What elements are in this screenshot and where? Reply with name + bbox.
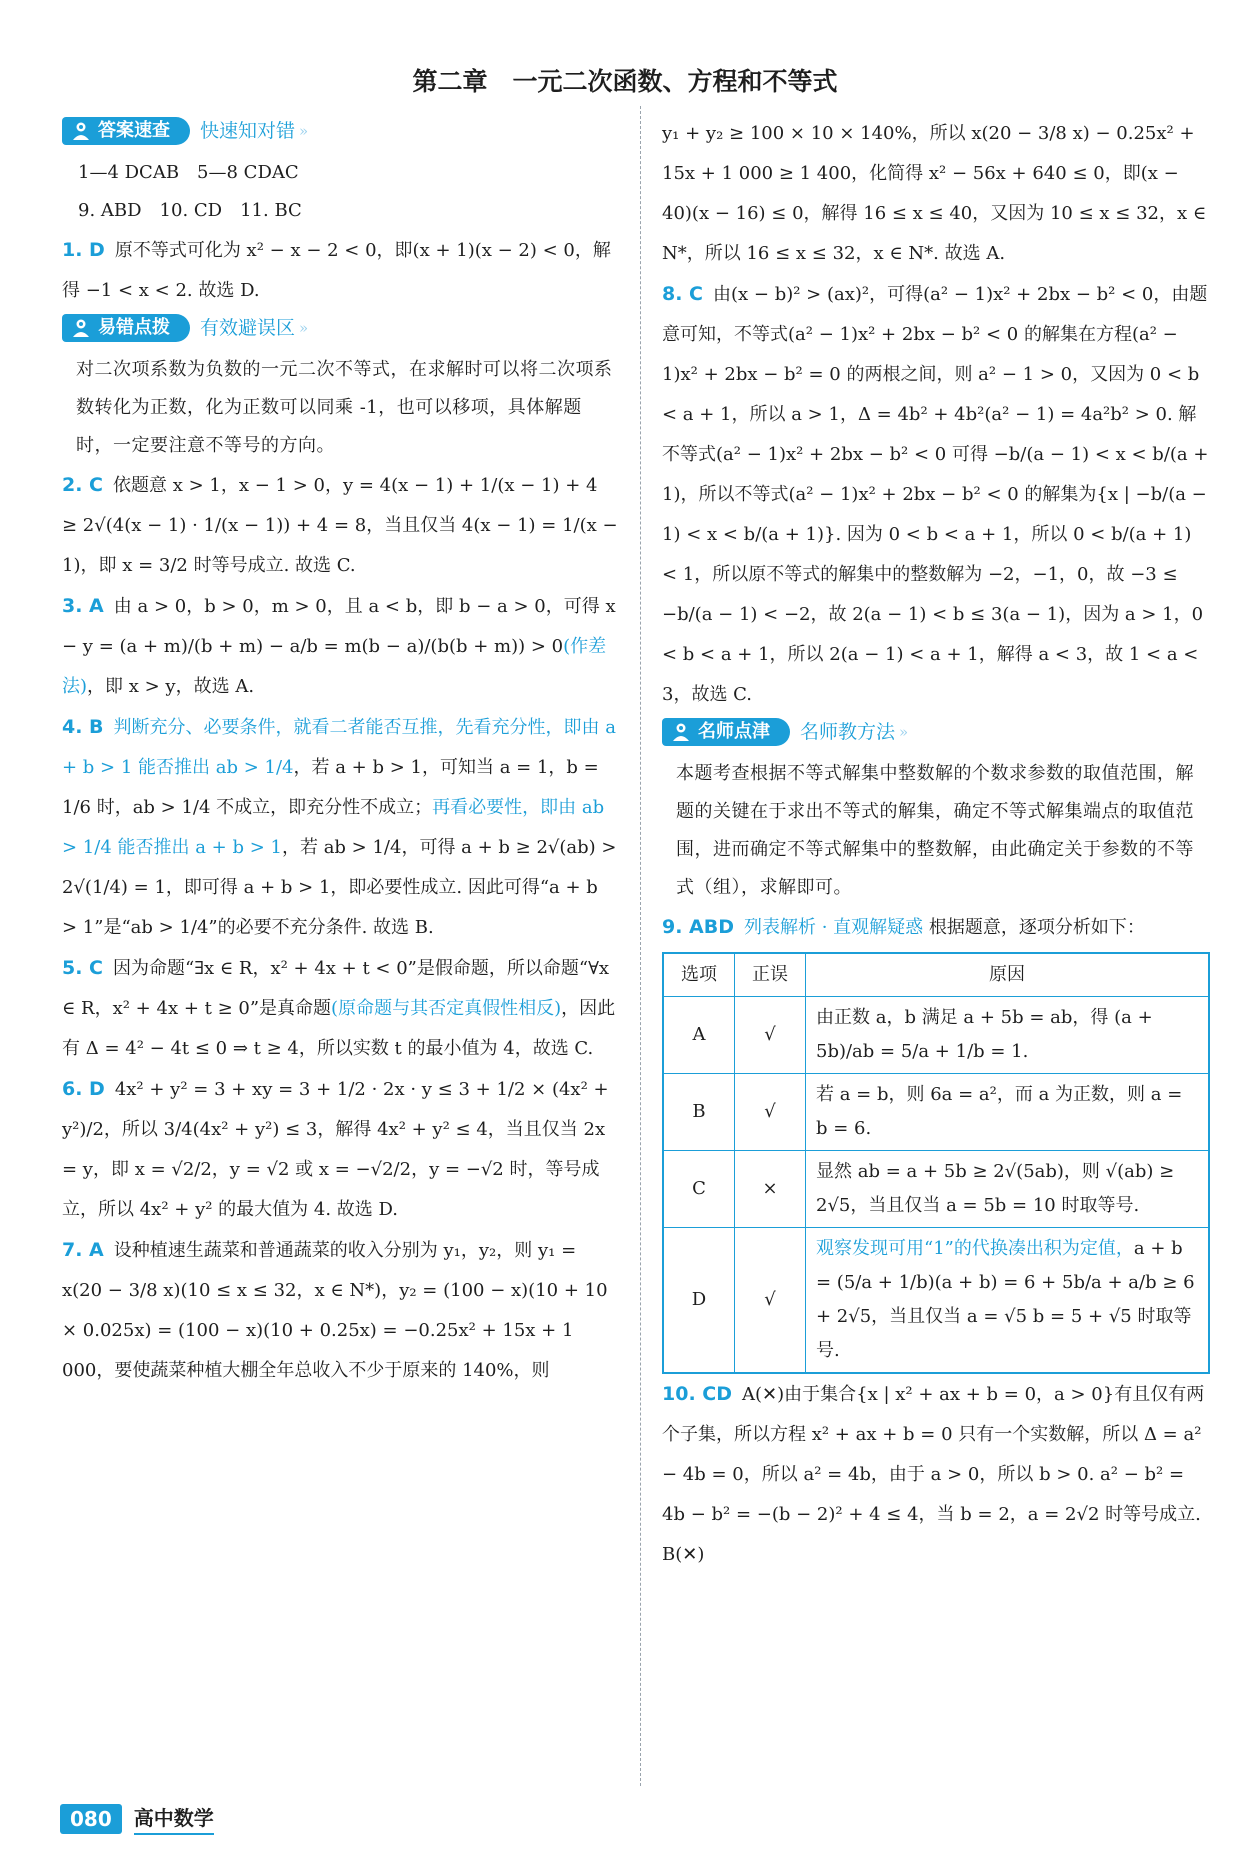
option-analysis-table	[662, 952, 1210, 1374]
teacher-tip-text: 本题考查根据不等式解集中整数解的个数求参数的取值范围，解题的关键在于求出不等式的解集，确定不等式解集端点的取值范围，进而确定不等式解集中的整数解，由此确定关于参数的不等式（组），求解即可。	[676, 763, 1194, 898]
answer-10	[662, 1374, 1210, 1575]
answer-text: 原不等式可化为 x² − x − 2 < 0，即(x + 1)(x − 2) < 0，解得 −1 < x < 2. 故选 D.	[62, 240, 611, 301]
mark-cell: ×	[735, 1151, 806, 1228]
double-chevron-icon: »	[299, 319, 309, 337]
page-number: 080	[60, 1804, 122, 1834]
table-row	[663, 997, 1209, 1074]
reason-cell: 显然 ab = a + 5b ≥ 2√(5ab)，则 √(ab) ≥ 2√5，当且仅当 a = 5b = 10 时取等号.	[806, 1151, 1210, 1228]
answer-text-cont: ，若 ab > 1/4，可得 a + b ≥ 2√(ab) > 2√(1/4) = 1，即可得 a + b > 1，即必要性成立. 因此可得“a + b > 1”是“ab > 1/4”的必要不充分条件. 故选 B.	[62, 837, 617, 938]
answer-text: y₁ + y₂ ≥ 100 × 10 × 140%，所以 x(20 − 3/8 x) − 0.25x² + 15x + 1 000 ≥ 1 400，化简得 x² − 56x + 640 ≤ 0，即(x − 40)(x − 16) ≤ 0，解得 16 ≤ x ≤ 40，又因为 10 ≤ x ≤ 32，x ∈ N*，所以 16 ≤ x ≤ 32，x ∈ N*. 故选 A.	[662, 123, 1207, 264]
reason-hint: 观察发现可用“1”的代换凑出积为定值，	[816, 1238, 1134, 1259]
double-chevron-icon: »	[899, 723, 909, 741]
table-row	[663, 1074, 1209, 1151]
banner-subtitle: 名师教方法	[800, 721, 896, 743]
answer-hint: (作差法)	[62, 636, 607, 697]
double-chevron-icon: »	[299, 122, 309, 140]
banner-tag	[62, 314, 190, 342]
idea-person-icon	[670, 722, 692, 742]
error-tip-text: 对二次项系数为负数的一元二次不等式，在求解时可以将二次项系数转化为正数，化为正数可以同乘 -1，也可以移项，具体解题时，一定要注意不等号的方向。	[76, 359, 613, 456]
table-header: 选项	[663, 953, 735, 997]
banner-tag	[662, 718, 790, 746]
answer-number: 1. D	[62, 239, 105, 261]
banner-title: 答案速查	[98, 120, 170, 141]
answer-number: 9. ABD	[662, 916, 735, 938]
table-header: 正误	[735, 953, 806, 997]
column-divider	[640, 106, 641, 1786]
section-banner-error	[62, 313, 618, 343]
quick-answers-line-2: 9. ABD 10. CD 11. BC	[78, 200, 302, 221]
answer-1	[62, 230, 618, 311]
mark-cell: √	[735, 1228, 806, 1374]
section-banner-quick	[62, 116, 618, 146]
answer-2	[62, 465, 618, 586]
table-header-row	[663, 953, 1209, 997]
answer-7-continued	[662, 114, 1210, 274]
answer-text: ，若 a + b > 1，可知当 a = 1，b = 1/6 时，ab > 1/4 不成立，即充分性不成立；	[62, 757, 599, 818]
answer-text: A(✕)由于集合{x | x² + ax + b = 0，a > 0}有且仅有两个子集，所以方程 x² + ax + b = 0 只有一个实数解，所以 Δ = a² − 4b = 0，所以 a² = 4b，由于 a > 0，所以 b > 0. a² − b² = 4b − b² = −(b − 2)² + 4 ≤ 4，当 b = 2，a = 2√2 时等号成立. B(✕)	[662, 1384, 1205, 1565]
answer-text-cont: ，因此有 Δ = 4² − 4t ≤ 0 ⇒ t ≥ 4，所以实数 t 的最小值为 4，故选 C.	[62, 998, 616, 1059]
option-cell: A	[663, 997, 735, 1074]
chapter-title: 第二章 一元二次函数、方程和不等式	[412, 67, 838, 96]
answer-7	[62, 1230, 618, 1391]
mark-cell: √	[735, 1074, 806, 1151]
section-banner-teacher	[662, 717, 1210, 747]
reason-cell	[806, 1228, 1210, 1374]
option-cell: B	[663, 1074, 735, 1151]
table-row	[663, 1151, 1209, 1228]
page-footer	[60, 1800, 214, 1838]
reason-text: a + b = (5/a + 1/b)(a + b) = 6 + 5b/a + a/b ≥ 6 + 2√5，当且仅当 a = √5 b = 5 + √5 时取等号.	[816, 1238, 1195, 1361]
table-row	[663, 1228, 1209, 1374]
answer-5	[62, 948, 618, 1069]
answer-number: 3. A	[62, 595, 104, 617]
banner-title: 易错点拨	[98, 317, 170, 338]
answer-text-cont: ，即 x > y，故选 A.	[87, 676, 255, 697]
banner-tag	[62, 117, 190, 145]
table-header: 原因	[806, 953, 1210, 997]
answer-hint: 判断充分、必要条件，就看二者能否互推，先看充分性，即由 a + b > 1 能否推出 ab > 1/4	[62, 717, 616, 778]
banner-title: 名师点津	[698, 721, 770, 742]
answer-hint: (原命题与其否定真假性相反)	[331, 998, 562, 1019]
answer-hint-2: 再看必要性，即由 ab > 1/4 能否推出 a + b > 1	[62, 797, 605, 858]
subject-label: 高中数学	[134, 1803, 214, 1835]
answer-number: 4. B	[62, 716, 104, 738]
answer-3	[62, 586, 618, 707]
mark-cell: √	[735, 997, 806, 1074]
answer-number: 2. C	[62, 474, 103, 496]
answer-text: 4x² + y² = 3 + xy = 3 + 1/2 · 2x · y ≤ 3 + 1/2 × (4x² + y²)/2，所以 3/4(4x² + y²) ≤ 3，解得 4x² + y² ≤ 4，当且仅当 2x = y，即 x = √2/2，y = √2 或 x = −√2/2，y = −√2 时，等号成立，所以 4x² + y² 的最大值为 4. 故选 D.	[62, 1079, 609, 1220]
quick-answers-line-1: 1—4 DCAB 5—8 CDAC	[78, 162, 299, 183]
option-cell: C	[663, 1151, 735, 1228]
banner-subtitle: 有效避误区	[200, 317, 296, 339]
answer-number: 5. C	[62, 957, 103, 979]
answer-text: 设种植速生蔬菜和普通蔬菜的收入分别为 y₁，y₂，则 y₁ = x(20 − 3/8 x)(10 ≤ x ≤ 32，x ∈ N*)，y₂ = (100 − x)(10 + 10 × 0.025x) = (100 − x)(10 + 0.25x) = −0.25x² + 15x + 1 000，要使蔬菜种植大棚全年总收入不少于原来的 140%，则	[62, 1240, 608, 1381]
answer-number: 8. C	[662, 283, 703, 305]
answer-text: 因为命题“∃x ∈ R，x² + 4x + t < 0”是假命题，所以命题“∀x ∈ R，x² + 4x + t ≥ 0”是真命题	[62, 958, 610, 1019]
answer-number: 6. D	[62, 1078, 105, 1100]
answer-text: 依题意 x > 1，x − 1 > 0，y = 4(x − 1) + 1/(x − 1) + 4 ≥ 2√(4(x − 1) · 1/(x − 1)) + 4 = 8，当且仅当 4(x − 1) = 1/(x − 1)，即 x = 3/2 时等号成立. 故选 C.	[62, 475, 618, 576]
answer-number: 7. A	[62, 1239, 104, 1261]
answer-text: 根据题意，逐项分析如下：	[928, 917, 1145, 938]
answer-4	[62, 707, 618, 948]
answer-text: 由 a > 0，b > 0，m > 0，且 a < b，即 b − a > 0，可得 x − y = (a + m)/(b + m) − a/b = m(b − a)/(b(b + m)) > 0	[62, 596, 616, 657]
reason-cell: 由正数 a，b 满足 a + 5b = ab，得 (a + 5b)/ab = 5/a + 1/b = 1.	[806, 997, 1210, 1074]
option-cell: D	[663, 1228, 735, 1374]
answer-6	[62, 1069, 618, 1230]
answer-9	[662, 907, 1210, 948]
answer-method: 列表解析 · 直观解疑惑	[744, 917, 924, 938]
reason-cell: 若 a = b，则 6a = a²，而 a 为正数，则 a = b = 6.	[806, 1074, 1210, 1151]
idea-person-icon	[70, 318, 92, 338]
left-column	[62, 114, 618, 1391]
answer-8	[662, 274, 1210, 715]
right-column	[662, 114, 1210, 1575]
answer-number: 10. CD	[662, 1383, 732, 1405]
idea-person-icon	[70, 121, 92, 141]
banner-subtitle: 快速知对错	[200, 120, 296, 142]
answer-text: 由(x − b)² > (ax)²，可得(a² − 1)x² + 2bx − b² < 0，由题意可知，不等式(a² − 1)x² + 2bx − b² < 0 的解集在方程(a² − 1)x² + 2bx − b² = 0 的两根之间，则 a² − 1 > 0，又因为 0 < b < a + 1，所以 a > 1，Δ = 4b² + 4b²(a² − 1) = 4a²b² > 0. 解不等式(a² − 1)x² + 2bx − b² < 0 可得 −b/(a − 1) < x < b/(a + 1)，所以不等式(a² − 1)x² + 2bx − b² < 0 的解集为{x | −b/(a − 1) < x < b/(a + 1)}. 因为 0 < b < a + 1，所以 0 < b/(a + 1) < 1，所以原不等式的解集中的整数解为 −2，−1，0，故 −3 ≤ −b/(a − 1) < −2，故 2(a − 1) < b ≤ 3(a − 1)，因为 a > 1，0 < b < a + 1，所以 2(a − 1) < a + 1，解得 a < 3，故 1 < a < 3，故选 C.	[662, 284, 1209, 705]
